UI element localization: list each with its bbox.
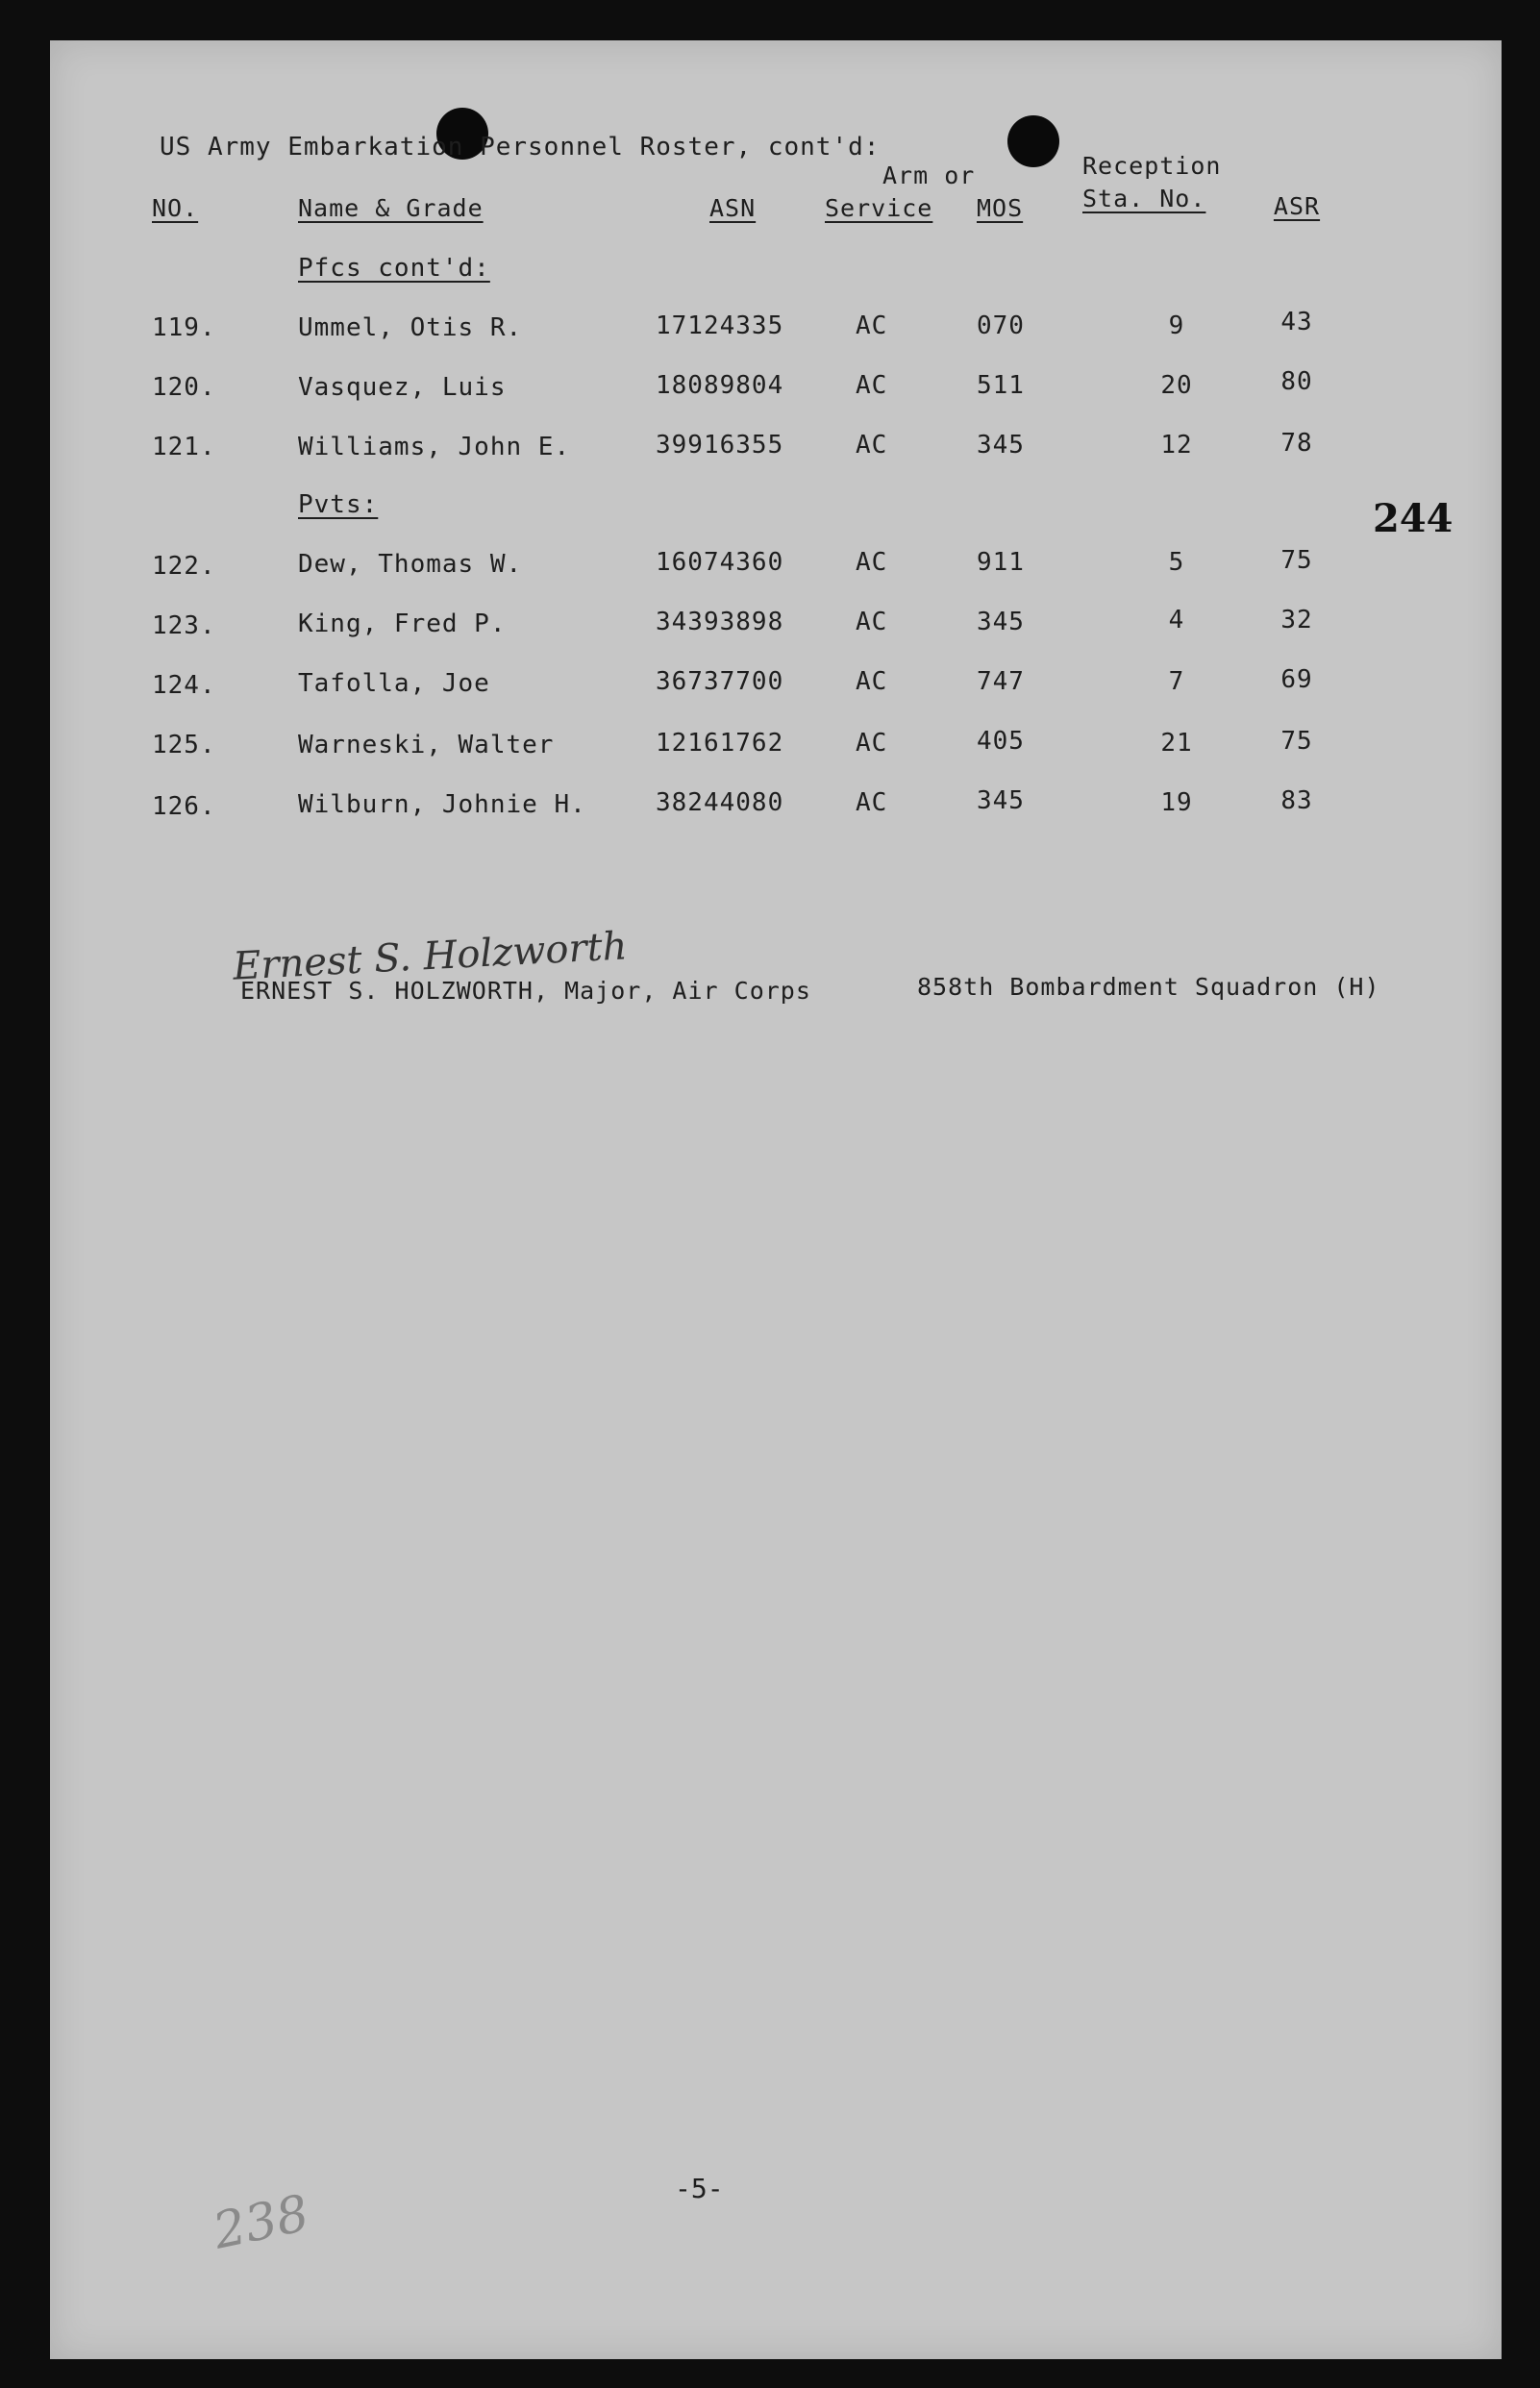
header-name-grade: Name & Grade bbox=[298, 194, 484, 222]
row-asr: 80 bbox=[1280, 367, 1313, 396]
row-number: 121. bbox=[152, 433, 216, 461]
row-mos: 747 bbox=[977, 667, 1025, 696]
row-asn: 34393898 bbox=[656, 608, 784, 636]
header-reception-line1: Reception bbox=[1082, 152, 1222, 180]
row-arm: AC bbox=[856, 311, 888, 340]
row-arm: AC bbox=[856, 608, 888, 636]
row-name: Williams, John E. bbox=[298, 433, 571, 461]
row-name: Dew, Thomas W. bbox=[298, 550, 523, 579]
row-name: Warneski, Walter bbox=[298, 731, 555, 759]
row-arm: AC bbox=[856, 788, 888, 817]
row-name: Ummel, Otis R. bbox=[298, 313, 523, 342]
row-asn: 16074360 bbox=[656, 548, 784, 577]
row-name: Wilburn, Johnie H. bbox=[298, 790, 586, 819]
row-asn: 36737700 bbox=[656, 667, 784, 696]
row-asn: 17124335 bbox=[656, 311, 784, 340]
row-name: Vasquez, Luis bbox=[298, 373, 507, 402]
page-number: -5- bbox=[675, 2173, 724, 2204]
row-number: 120. bbox=[152, 373, 216, 402]
row-mos: 345 bbox=[977, 608, 1025, 636]
row-asr: 83 bbox=[1280, 786, 1313, 815]
row-reception: 7 bbox=[1168, 667, 1185, 696]
row-arm: AC bbox=[856, 371, 888, 400]
handwritten-signature: Ernest S. Holzworth bbox=[232, 924, 629, 989]
row-asr: 75 bbox=[1280, 546, 1313, 575]
row-number: 125. bbox=[152, 731, 216, 759]
row-reception: 4 bbox=[1168, 606, 1185, 634]
row-mos: 511 bbox=[977, 371, 1025, 400]
header-asr: ASR bbox=[1273, 192, 1321, 220]
row-reception: 20 bbox=[1160, 371, 1193, 400]
row-reception: 12 bbox=[1160, 431, 1193, 460]
row-number: 124. bbox=[152, 671, 216, 700]
document-page bbox=[50, 40, 1502, 2359]
unit-name: 858th Bombardment Squadron (H) bbox=[917, 973, 1380, 1001]
row-arm: AC bbox=[856, 431, 888, 460]
row-mos: 911 bbox=[977, 548, 1025, 577]
row-name: Tafolla, Joe bbox=[298, 669, 490, 698]
row-arm: AC bbox=[856, 729, 888, 758]
row-reception: 5 bbox=[1168, 548, 1185, 577]
row-arm: AC bbox=[856, 667, 888, 696]
row-asn: 12161762 bbox=[656, 729, 784, 758]
row-name: King, Fred P. bbox=[298, 609, 507, 638]
row-mos: 405 bbox=[977, 727, 1025, 756]
signature-line: ERNEST S. HOLZWORTH, Major, Air Corps bbox=[240, 977, 811, 1005]
header-arm-line2: Service bbox=[825, 194, 933, 222]
section-heading-pfcs: Pfcs cont'd: bbox=[298, 254, 490, 283]
row-number: 122. bbox=[152, 552, 216, 581]
header-no: NO. bbox=[152, 194, 199, 222]
row-asn: 18089804 bbox=[656, 371, 784, 400]
row-asr: 69 bbox=[1280, 665, 1313, 694]
row-asr: 32 bbox=[1280, 606, 1313, 634]
header-mos: MOS bbox=[977, 194, 1024, 222]
punch-hole-right bbox=[1007, 115, 1059, 167]
row-number: 119. bbox=[152, 313, 216, 342]
row-reception: 19 bbox=[1160, 788, 1193, 817]
row-asr: 43 bbox=[1280, 308, 1313, 336]
row-reception: 21 bbox=[1160, 729, 1193, 758]
row-reception: 9 bbox=[1168, 311, 1185, 340]
page-stamp-number: 244 bbox=[1373, 496, 1453, 541]
header-asn: ASN bbox=[709, 194, 757, 222]
document-title: US Army Embarkation Personnel Roster, cont'd: bbox=[160, 133, 881, 162]
section-heading-pvts: Pvts: bbox=[298, 490, 379, 519]
header-arm-line1: Arm or bbox=[882, 162, 976, 189]
row-number: 123. bbox=[152, 611, 216, 640]
row-mos: 345 bbox=[977, 786, 1025, 815]
row-asn: 38244080 bbox=[656, 788, 784, 817]
row-number: 126. bbox=[152, 792, 216, 821]
row-mos: 345 bbox=[977, 431, 1025, 460]
row-mos: 070 bbox=[977, 311, 1025, 340]
row-asn: 39916355 bbox=[656, 431, 784, 460]
pencil-note: 238 bbox=[208, 2184, 314, 2261]
row-asr: 75 bbox=[1280, 727, 1313, 756]
row-arm: AC bbox=[856, 548, 888, 577]
row-asr: 78 bbox=[1280, 429, 1313, 458]
header-reception-line2: Sta. No. bbox=[1082, 185, 1206, 212]
